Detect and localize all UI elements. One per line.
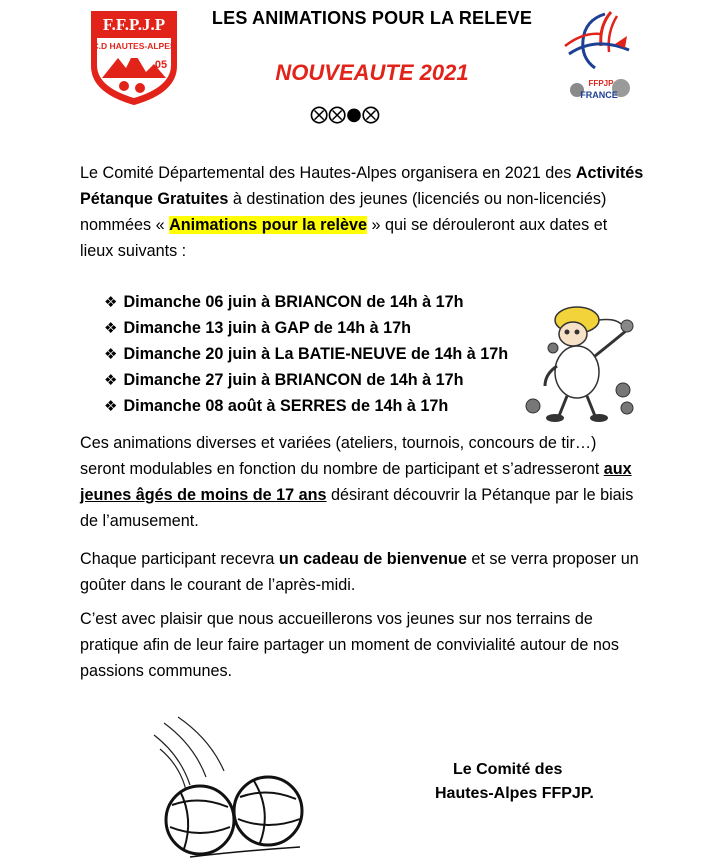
list-item [104, 315, 544, 341]
intro-bold-activities: Activités Pétanque Gratuites [80, 164, 644, 208]
list-item [104, 367, 544, 393]
diamond-bullet-icon: ❖ [104, 397, 118, 415]
details-text-1: Ces animations diverses et variées (ateliers, tournois, concours de tir…) seront modulables en fonction du nombre de participant et s’adresseront [80, 434, 604, 478]
date-entry: Dimanche 08 août à SERRES de 14h à 17h [123, 397, 449, 415]
diamond-bullet-icon: ❖ [104, 293, 118, 311]
gift-bold: un cadeau de bienvenue [278, 550, 467, 568]
date-entry: Dimanche 20 juin à La BATIE-NEUVE de 14h à 17h [123, 345, 509, 363]
list-item [104, 341, 544, 367]
signature-line-2: Hautes-Alpes FFPJP. [435, 785, 594, 802]
logo-right-country: FRANCE [580, 90, 618, 100]
details-underlined-age: aux jeunes âgés de moins de 17 ans [80, 460, 632, 504]
details-paragraph [80, 430, 645, 534]
intro-text-1: Le Comité Départemental des Hautes-Alpes organisera en 2021 des [80, 164, 576, 182]
list-item [104, 289, 544, 315]
signature [425, 758, 625, 806]
ffpjp-france-logo [555, 6, 643, 106]
diamond-bullet-icon: ❖ [104, 371, 118, 389]
date-entry: Dimanche 13 juin à GAP de 14h à 17h [123, 319, 412, 337]
petanque-player-illustration [515, 290, 640, 425]
details-text-2: désirant découvrir la Pétanque par le biais de l’amusement. [80, 486, 634, 530]
intro-text-2: à destination des jeunes (licenciés ou non-licenciés) nommées « [80, 190, 607, 234]
gift-paragraph [80, 546, 645, 598]
logo-right-name: FFPJP [588, 79, 614, 88]
page-subtitle: NOUVEAUTE 2021 [275, 60, 469, 85]
logo-left-name: F.F.P.J.P [102, 15, 166, 34]
date-entry: Dimanche 06 juin à BRIANCON de 14h à 17h [123, 293, 464, 311]
closing-paragraph: C’est avec plaisir que nous accueillerons vos jeunes sur nos terrains de pratique afin de leur faire partager un moment de convivialité autour de nos passions communes. [80, 610, 620, 680]
gift-text-1: Chaque participant recevra [80, 550, 279, 568]
diamond-bullet-icon: ❖ [104, 345, 118, 363]
intro-highlight-name: Animations pour la relève [169, 216, 367, 234]
list-item [104, 393, 544, 419]
intro-paragraph [80, 160, 645, 264]
signature-line-1: Le Comité des [453, 761, 563, 778]
diamond-bullet-icon: ❖ [104, 319, 118, 337]
logo-left-number: 05 [154, 59, 168, 71]
ffpjp-hautes-alpes-logo [88, 8, 180, 106]
petanque-balls-illustration [150, 715, 325, 865]
gift-text-2: et se verra proposer un goûter dans le courant de l’après-midi. [80, 550, 639, 594]
date-entry: Dimanche 27 juin à BRIANCON de 14h à 17h [123, 371, 464, 389]
intro-text-3: » qui se dérouleront aux dates et lieux suivants : [80, 216, 608, 260]
dates-list [104, 289, 544, 419]
logo-left-region: C.D HAUTES-ALPES [92, 41, 176, 51]
decorative-symbols: ⨂⨂●⨂ [310, 104, 380, 125]
page-title: LES ANIMATIONS POUR LA RELEVE [211, 8, 533, 28]
